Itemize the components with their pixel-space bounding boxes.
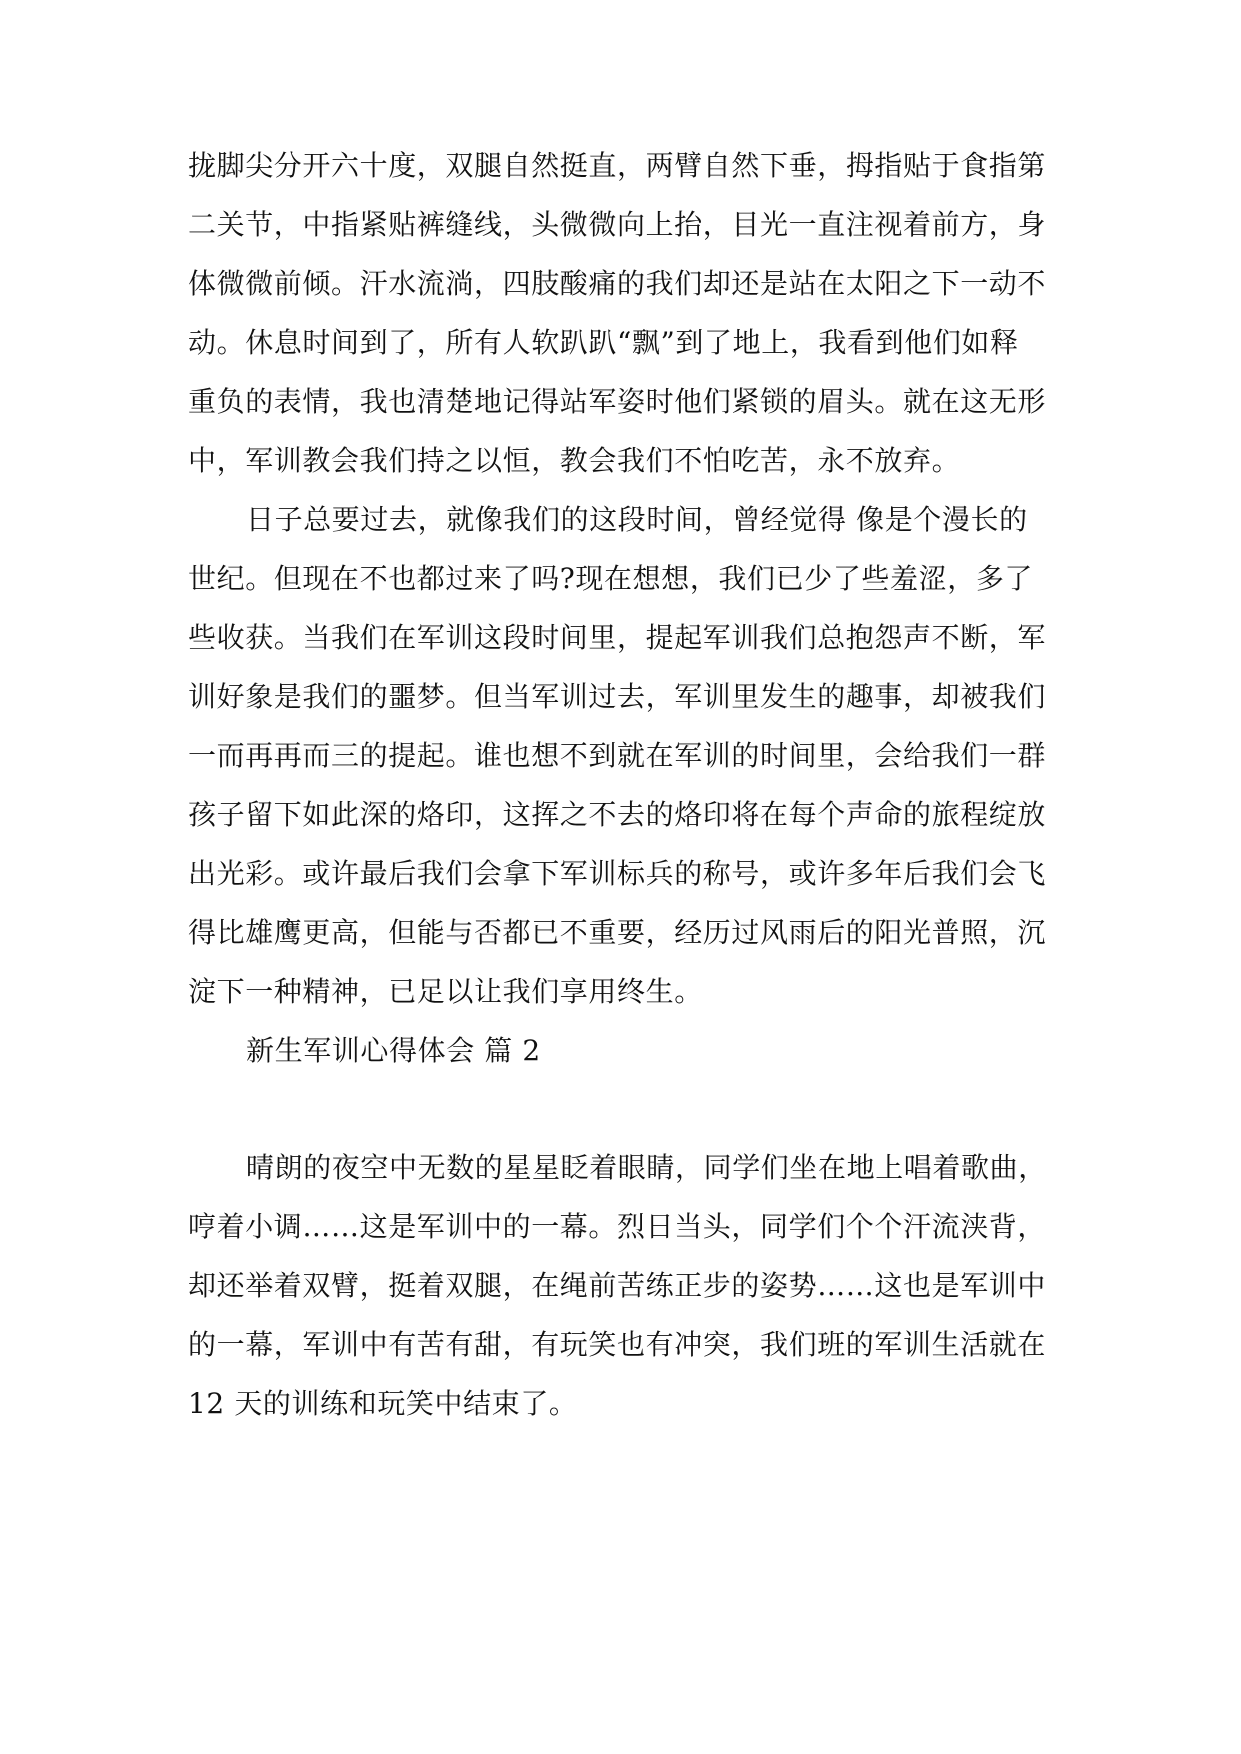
paragraph-2-line-7: 出光彩。或许最后我们会拿下军训标兵的称号，或许多年后我们会飞 bbox=[188, 857, 1047, 890]
paragraph-2-line-4: 训好象是我们的噩梦。但当军训过去，军训里发生的趣事，却被我们 bbox=[188, 680, 1047, 713]
paragraph-3-line-2: 哼着小调……这是军训中的一幕。烈日当头，同学们个个汗流浃背， bbox=[188, 1210, 1047, 1243]
paragraph-3-line-5: 12 天的训练和玩笑中结束了。 bbox=[188, 1387, 578, 1420]
paragraph-1-line-3: 体微微前倾。汗水流淌，四肢酸痛的我们却还是站在太阳之下一动不 bbox=[188, 267, 1047, 300]
paragraph-2-line-1: 日子总要过去，就像我们的这段时间，曾经觉得 像是个漫长的 bbox=[246, 503, 1028, 536]
paragraph-3-line-3: 却还举着双臂，挺着双腿，在绳前苦练正步的姿势……这也是军训中 bbox=[188, 1269, 1047, 1302]
paragraph-2-line-6: 孩子留下如此深的烙印，这挥之不去的烙印将在每个声命的旅程绽放 bbox=[188, 798, 1047, 831]
paragraph-1-line-6: 中，军训教会我们持之以恒，教会我们不怕吃苦，永不放弃。 bbox=[188, 444, 961, 477]
paragraph-1-line-1: 拢脚尖分开六十度，双腿自然挺直，两臂自然下垂，拇指贴于食指第 bbox=[188, 149, 1047, 182]
paragraph-1-line-2: 二关节，中指紧贴裤缝线，头微微向上抬，目光一直注视着前方，身 bbox=[188, 208, 1047, 241]
paragraph-3-line-1: 晴朗的夜空中无数的星星眨着眼睛，同学们坐在地上唱着歌曲， bbox=[246, 1151, 1047, 1184]
paragraph-2-line-9: 淀下一种精神，已足以让我们享用终生。 bbox=[188, 975, 703, 1008]
paragraph-2-line-5: 一而再再而三的提起。谁也想不到就在军训的时间里，会给我们一群 bbox=[188, 739, 1047, 772]
paragraph-3-line-4: 的一幕，军训中有苦有甜，有玩笑也有冲突，我们班的军训生活就在 bbox=[188, 1328, 1047, 1361]
paragraph-1-line-5: 重负的表情，我也清楚地记得站军姿时他们紧锁的眉头。就在这无形 bbox=[188, 385, 1047, 418]
paragraph-2-line-2: 世纪。但现在不也都过来了吗?现在想想，我们已少了些羞涩，多了 bbox=[188, 562, 1034, 595]
paragraph-2-line-8: 得比雄鹰更高，但能与否都已不重要，经历过风雨后的阳光普照，沉 bbox=[188, 916, 1047, 949]
paragraph-2-line-3: 些收获。当我们在军训这段时间里，提起军训我们总抱怨声不断，军 bbox=[188, 621, 1047, 654]
paragraph-1-line-4: 动。休息时间到了，所有人软趴趴“飘”到了地上，我看到他们如释 bbox=[188, 326, 1019, 359]
section-heading: 新生军训心得体会 篇 2 bbox=[246, 1034, 541, 1067]
